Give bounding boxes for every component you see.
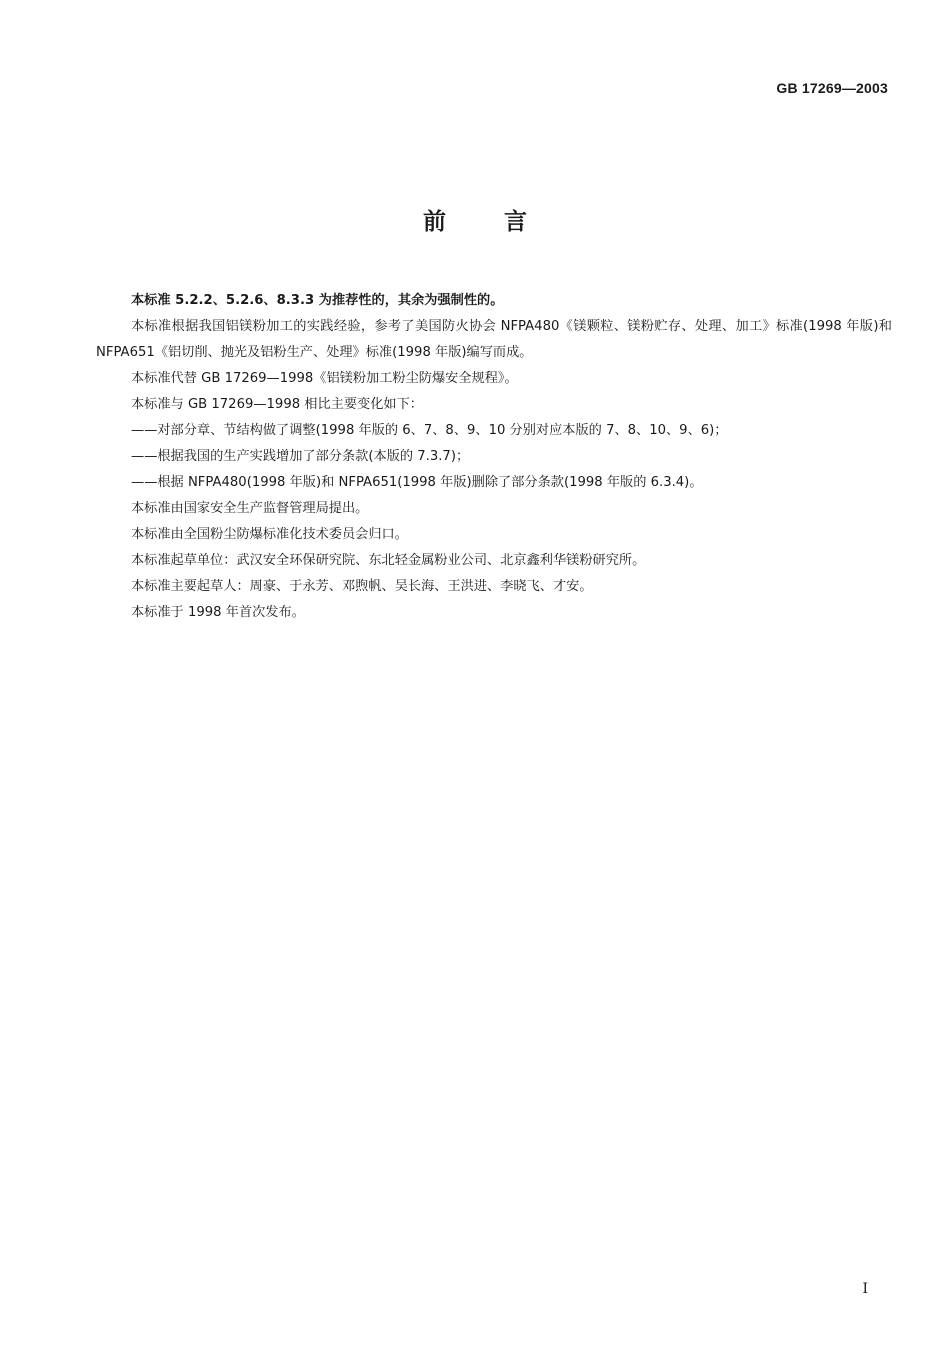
paragraph-scope: 本标准 5.2.2、5.2.6、8.3.3 为推荐性的，其余为强制性的。	[131, 293, 504, 308]
paragraph-drafting-units: 本标准起草单位：武汉安全环保研究院、东北轻金属粉业公司、北京鑫利华镁粉研究所。	[131, 553, 646, 568]
change-item: ——根据 NFPA480(1998 年版)和 NFPA651(1998 年版)删除了部分条款(1998 年版的 6.3.4)。	[131, 475, 703, 490]
page-number: I	[862, 1281, 868, 1297]
standard-number: GB 17269—2003	[776, 80, 888, 96]
paragraph-proposer: 本标准由国家安全生产监督管理局提出。	[131, 501, 369, 516]
paragraph-drafters: 本标准主要起草人：周豪、于永芳、邓煦帆、吴长海、王洪进、李晓飞、才安。	[131, 579, 593, 594]
foreword-body	[96, 288, 892, 626]
page-title: 前言	[423, 209, 585, 235]
paragraph-changes-intro: 本标准与 GB 17269—1998 相比主要变化如下：	[131, 397, 423, 412]
paragraph-first-release: 本标准于 1998 年首次发布。	[131, 605, 305, 620]
change-item: ——根据我国的生产实践增加了部分条款(本版的 7.3.7)；	[131, 449, 470, 464]
paragraph-administrator: 本标准由全国粉尘防爆标准化技术委员会归口。	[131, 527, 408, 542]
change-item: ——对部分章、节结构做了调整(1998 年版的 6、7、8、9、10 分别对应本版的 7、8、10、9、6)；	[131, 423, 728, 438]
paragraph-replaces: 本标准代替 GB 17269—1998《铝镁粉加工粉尘防爆安全规程》。	[131, 371, 518, 386]
paragraph-basis: 本标准根据我国铝镁粉加工的实践经验，参考了美国防火协会 NFPA480《镁颗粒、镁粉贮存、处理、加工》标准(1998 年版)和 NFPA651《铝切削、抛光及铝粉生产、处理》标准(1998 年版)编写而成。	[96, 319, 892, 360]
